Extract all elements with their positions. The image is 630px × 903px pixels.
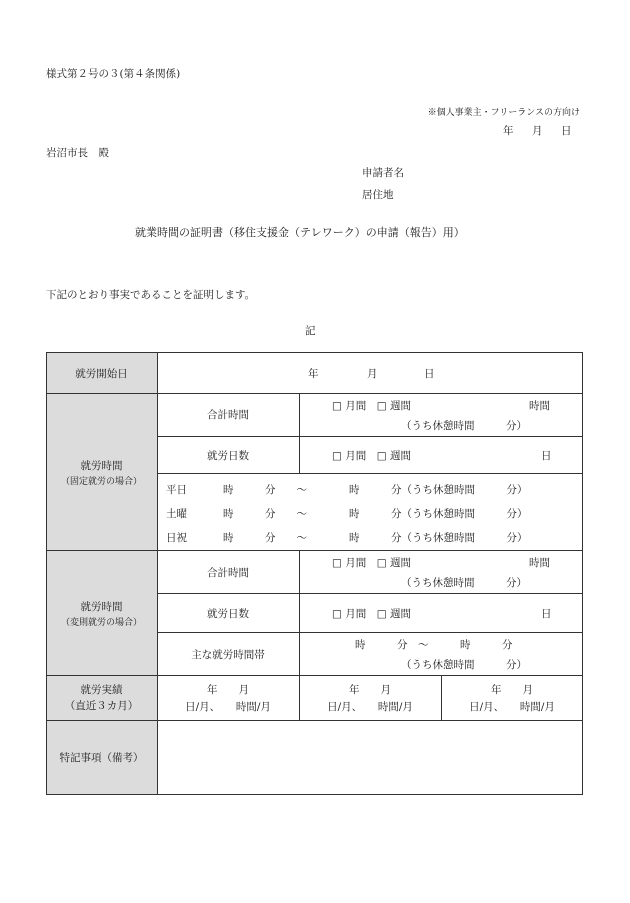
variable-main-hours-break: （うち休憩時間 分） [401, 659, 527, 671]
record-detail-1: 日/月、 時間/月 [185, 701, 271, 713]
start-date-day: 日 [424, 368, 435, 380]
fixed-holiday-times: 時 分 ～ 時 分（うち休憩時間 分） [223, 532, 528, 544]
variable-main-hours-label: 主な就労時間帯 [191, 649, 265, 661]
label-column-shade [46, 352, 157, 795]
fixed-break-note: （うち休憩時間 分） [401, 420, 527, 432]
applicant-name-label: 申請者名 [362, 167, 404, 179]
applicant-address-label: 居住地 [362, 189, 394, 201]
variable-days-unit: 日 [541, 608, 552, 620]
fixed-days-label: 就労日数 [207, 450, 249, 462]
start-date-month: 月 [367, 368, 378, 380]
date-line: 年 月 日 [503, 125, 576, 137]
form-number: 様式第２号の３(第４条関係) [46, 68, 181, 80]
record-detail-2: 日/月、 時間/月 [327, 701, 413, 713]
fixed-hours-sublabel: （固定就労の場合） [60, 477, 142, 487]
fixed-weekday-times: 時 分 ～ 時 分（うち休憩時間 分） [223, 484, 528, 496]
record-sublabel: （直近３カ月） [64, 700, 139, 712]
variable-days-label: 就労日数 [207, 608, 249, 620]
variable-break-note: （うち休憩時間 分） [401, 577, 527, 589]
fixed-holiday-label: 日祝 [166, 532, 187, 544]
target-note: ※個人事業主・フリーランスの方向け [427, 108, 580, 118]
fixed-days-unit: 日 [541, 450, 552, 462]
record-detail-3: 日/月、 時間/月 [469, 701, 555, 713]
variable-main-hours-time: 時 分 ～ 時 分 [355, 639, 513, 651]
remarks-label: 特記事項（備考） [59, 752, 144, 764]
fixed-weekday-label: 平日 [166, 484, 187, 496]
remarks-field[interactable] [158, 721, 582, 794]
fixed-saturday-label: 土曜 [166, 508, 187, 520]
start-date-year: 年 [308, 368, 319, 380]
fixed-total-label: 合計時間 [207, 409, 249, 421]
fixed-saturday-times: 時 分 ～ 時 分（うち休憩時間 分） [223, 508, 528, 520]
variable-days-options: □ 月間 □ 週間 [332, 608, 412, 620]
variable-total-label: 合計時間 [207, 567, 249, 579]
variable-total-unit: 時間 [529, 557, 550, 569]
ki-heading: 記 [305, 325, 316, 337]
record-month-1: 年 月 [207, 684, 249, 696]
statement: 下記のとおり事実であることを証明します。 [46, 289, 256, 301]
variable-hours-sublabel: （変則就労の場合） [60, 618, 142, 628]
certificate-table [46, 352, 583, 795]
page-title: 就業時間の証明書（移住支援金（テレワーク）の申請（報告）用） [135, 226, 465, 239]
record-month-3: 年 月 [491, 684, 533, 696]
fixed-total-unit: 時間 [529, 400, 550, 412]
fixed-total-options: □ 月間 □ 週間 [332, 400, 412, 412]
variable-total-options: □ 月間 □ 週間 [332, 557, 412, 569]
fixed-days-options: □ 月間 □ 週間 [332, 450, 412, 462]
variable-hours-label: 就労時間 [80, 601, 123, 613]
start-date-label: 就労開始日 [75, 368, 128, 380]
fixed-hours-label: 就労時間 [80, 460, 123, 472]
record-label: 就労実績 [80, 684, 123, 696]
addressee: 岩沼市長 殿 [46, 147, 109, 159]
record-month-2: 年 月 [349, 684, 391, 696]
